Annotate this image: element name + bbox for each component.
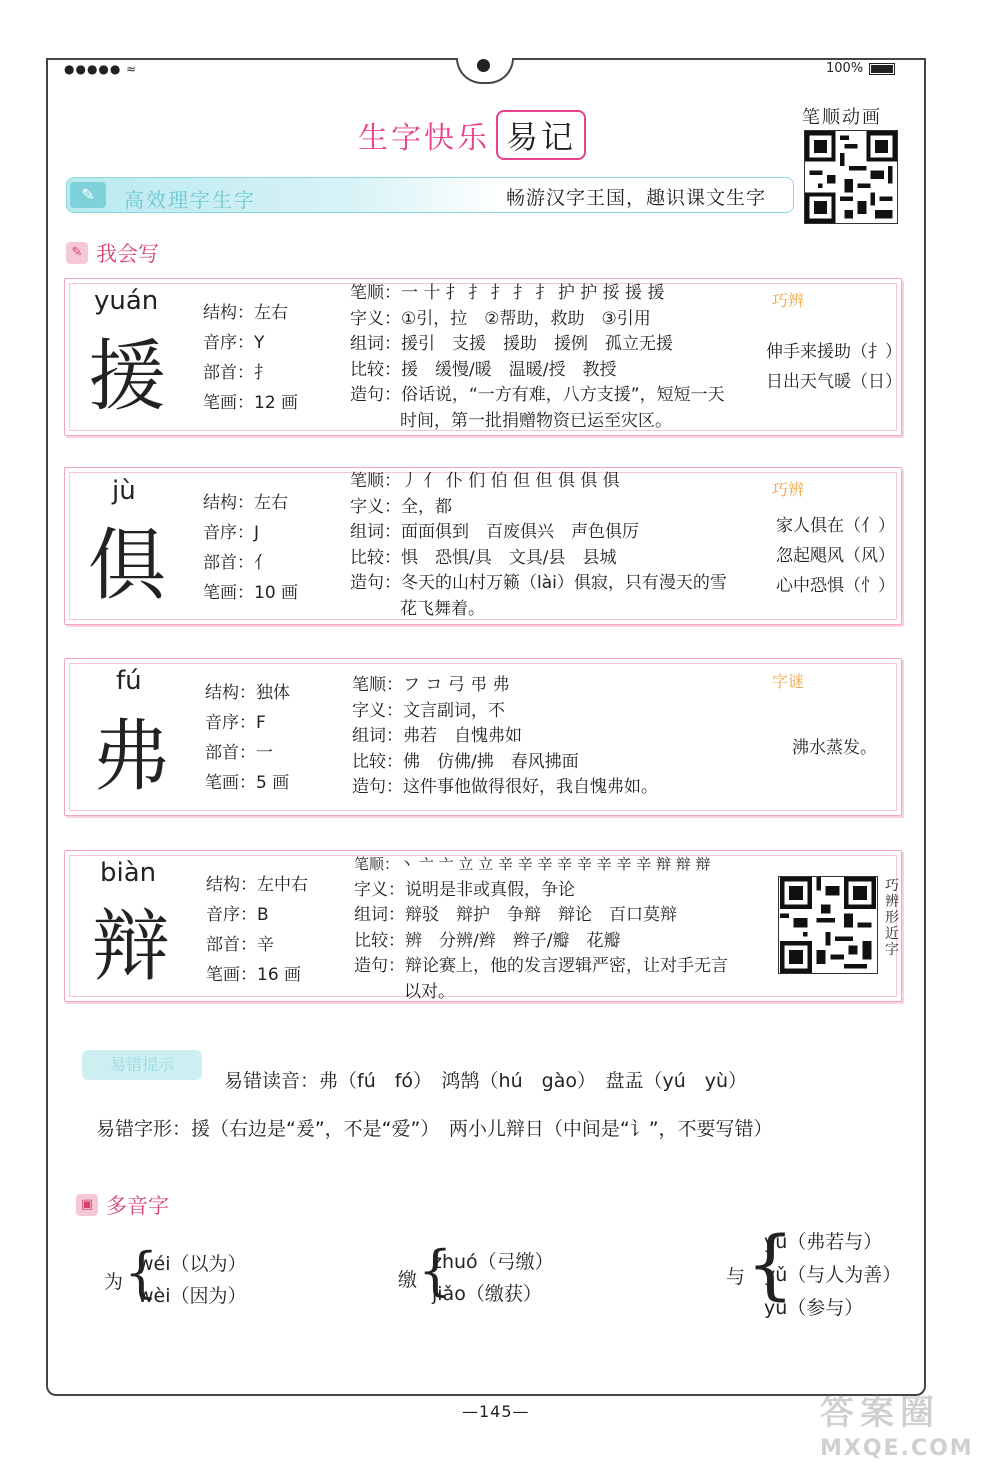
- section-write-heading: ✎ 我会写: [66, 238, 159, 268]
- card-4-pinyin: biàn: [100, 858, 157, 888]
- card-1-side: 伸手来援助（扌） 日出天气暖（日）: [766, 342, 902, 392]
- qr-code-icon[interactable]: [804, 130, 898, 224]
- pencil-icon: ✎: [66, 242, 88, 264]
- poly-1-readings: wéi（以为） wèi（因为）: [138, 1253, 247, 1307]
- error-tip-tag: 易错提示: [82, 1050, 202, 1080]
- frame-top-left: [46, 58, 460, 60]
- camera-icon: [477, 59, 490, 72]
- card-2-char: 俱: [88, 521, 167, 611]
- poly-1-char: 为: [104, 1271, 124, 1293]
- battery-icon: [869, 63, 895, 75]
- card-4-meta: 结构：左中右 音序：B 部首：辛 笔画：16 画: [206, 875, 308, 985]
- page-number: —145—: [462, 1402, 530, 1421]
- card-4-vertical-label: 巧辨形近字: [885, 878, 899, 958]
- book-icon-2: ▣: [76, 1194, 98, 1216]
- watermark: 答案圈 MXQE.COM: [820, 1393, 974, 1461]
- poly-2-readings: zhuó（弓缴） jiǎo（缴获）: [432, 1251, 554, 1305]
- signal-icon: ●●●●● ≈: [64, 62, 138, 76]
- card-4-details: 笔顺：丶 亠 亠 立 立 辛 辛 辛 辛 辛 辛 辛 辛 辩 辩 辩 字义：说明是非或真假，争论 组词：辩驳 辩护 争辩 辩论 百口莫辩 比较：辨 分辨/辫 辫子/瓣 花瓣 造句：辩论赛上，他的发言逻辑严密，让对手无言 以对。: [354, 855, 728, 1002]
- card-2-pinyin: jù: [112, 476, 136, 506]
- card-3-pinyin: fú: [116, 666, 142, 696]
- card-3-side: 沸水蒸发。: [792, 738, 877, 758]
- card-3-meta: 结构：独体 音序：F 部首：一 笔画：5 画: [205, 683, 290, 793]
- section-poly-heading: ▣ 多音字: [76, 1190, 169, 1220]
- card-1-meta: 结构：左右 音序：Y 部首：扌 笔画：12 画: [203, 303, 299, 413]
- title-box: 易记: [496, 110, 586, 160]
- card-1-pinyin: yuán: [94, 286, 159, 316]
- qr-label: 笔顺动画: [802, 107, 882, 128]
- card-3-side-title: 字谜: [772, 672, 805, 691]
- frame-top-right: [510, 58, 926, 60]
- poly-2-char: 缴: [398, 1269, 418, 1291]
- poly-3-readings: yú（弗若与） yǔ（与人为善） yù（参与）: [764, 1231, 902, 1319]
- card-4-char: 辩: [92, 902, 171, 992]
- banner-left-text: 高效理字生字: [124, 188, 256, 212]
- brace-icon-2: {: [418, 1239, 453, 1302]
- poly-3-char: 与: [726, 1266, 746, 1288]
- page-title: [358, 110, 586, 160]
- card-1-side-title: 巧辨: [772, 291, 805, 310]
- card-2-details: 笔顺：丿 亻 仆 们 伯 但 但 俱 俱 俱 字义：全，都 组词：面面俱到 百废俱兴 声色俱厉 比较：惧 恐惧/具 文具/县 县城 造句：冬天的山村万籁（lài）俱寂，只有漫天的雪 花飞舞着。: [350, 471, 727, 619]
- card-1-char: 援: [88, 332, 167, 422]
- card-2-meta: 结构：左右 音序：J 部首：亻 笔画：10 画: [203, 493, 299, 603]
- brace-icon-3: {: [746, 1219, 795, 1308]
- title-pink: 生字快乐: [358, 121, 490, 156]
- card-1-details: 笔顺：一 十 扌 扌 扌 扌 扌 护 护 挼 援 援 字义：①引，拉 ②帮助，救助 ③引用 组词：援引 支援 援助 援例 孤立无援 比较：援 缓慢/暖 温暖/授 教授 造句：俗话说，“一方有难，八方支援”，短短一天 时间，第一批捐赠物资已运至灾区。: [350, 283, 725, 431]
- card-3-char: 弗: [92, 712, 171, 802]
- book-icon: ✎: [70, 182, 106, 208]
- brace-icon: {: [124, 1241, 159, 1304]
- card-3-details: 笔顺：フ コ 弓 弔 弗 字义：文言副词，不 组词：弗若 自愧弗如 比较：佛 仿佛/拂 春风拂面 造句：这件事他做得很好，我自愧弗如。: [352, 675, 658, 797]
- battery-status: [826, 61, 895, 76]
- card-2-side-title: 巧辨: [772, 480, 805, 499]
- error-reading-line: 易错读音：弗（fú fó） 鸿鹄（hú gào） 盘盂（yú yù）: [224, 1070, 748, 1092]
- banner-right-text: 畅游汉字王国，趣识课文生字: [506, 187, 767, 209]
- error-form-line: 易错字形：援（右边是“爰”，不是“爱”） 两小儿辩日（中间是“讠”，不要写错）: [96, 1118, 773, 1140]
- qr-code-icon-2[interactable]: [778, 876, 878, 974]
- card-2-side: 家人俱在（亻） 忽起飓风（风） 心中恐惧（忄）: [776, 516, 895, 596]
- battery-percent: 100%: [826, 61, 864, 76]
